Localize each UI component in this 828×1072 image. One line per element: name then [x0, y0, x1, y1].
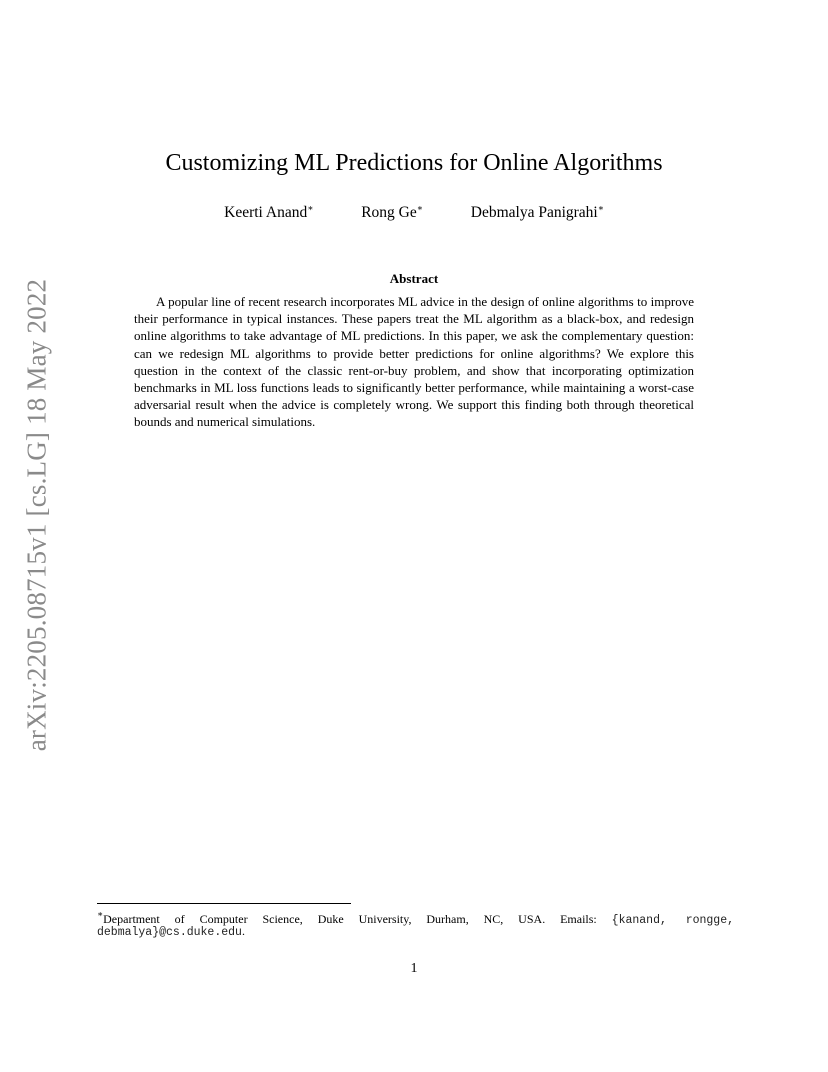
author-1	[224, 198, 313, 223]
footnote-emails: {kanand, rongge,	[611, 914, 734, 927]
author-name: Keerti Anand	[224, 204, 308, 221]
abstract-heading: Abstract	[389, 271, 439, 286]
footnote-affiliation: Department of Computer Science, Duke University, Durham, NC, USA. Emails:	[103, 912, 597, 926]
footnote-period: .	[241, 924, 245, 938]
author-name: Rong Ge	[361, 204, 417, 221]
author-name: Debmalya Panigrahi	[470, 204, 598, 221]
author-footnote-mark: ∗	[416, 203, 423, 213]
paper-title: Customizing ML Predictions for Online Algorithms	[165, 150, 663, 176]
footnote-email-domain: debmalya}@cs.duke.edu	[97, 926, 242, 939]
footnote-continuation	[97, 923, 245, 941]
abstract-body: A popular line of recent research incorporates ML advice in the design of online algorithms to improve their performance in typical instances. These papers treat the ML algorithm as a black-box, and redesign online algorithms to take advantage of ML predictions. In this paper, we ask the complementary question: can we redesign ML algorithms to provide better predictions for online algorithms? We explore this question in the context of the classic rent-or-buy problem, and show that incorporating optimization benchmarks in ML loss functions leads to significantly better performance, while maintaining a worst-case adversarial result when the advice is completely wrong. We support this finding both through theoretical bounds and numerical simulations.	[134, 294, 694, 430]
footnote-mark: ∗	[97, 909, 104, 919]
author-3	[471, 198, 604, 223]
footnote-divider	[97, 903, 351, 904]
author-footnote-mark: ∗	[597, 203, 604, 213]
page-number: 1	[410, 961, 418, 976]
author-2	[361, 198, 423, 223]
author-footnote-mark: ∗	[307, 203, 314, 213]
author-list	[0, 198, 828, 223]
arxiv-stamp: arXiv:2205.08715v1 [cs.LG] 18 May 2022	[21, 278, 52, 752]
